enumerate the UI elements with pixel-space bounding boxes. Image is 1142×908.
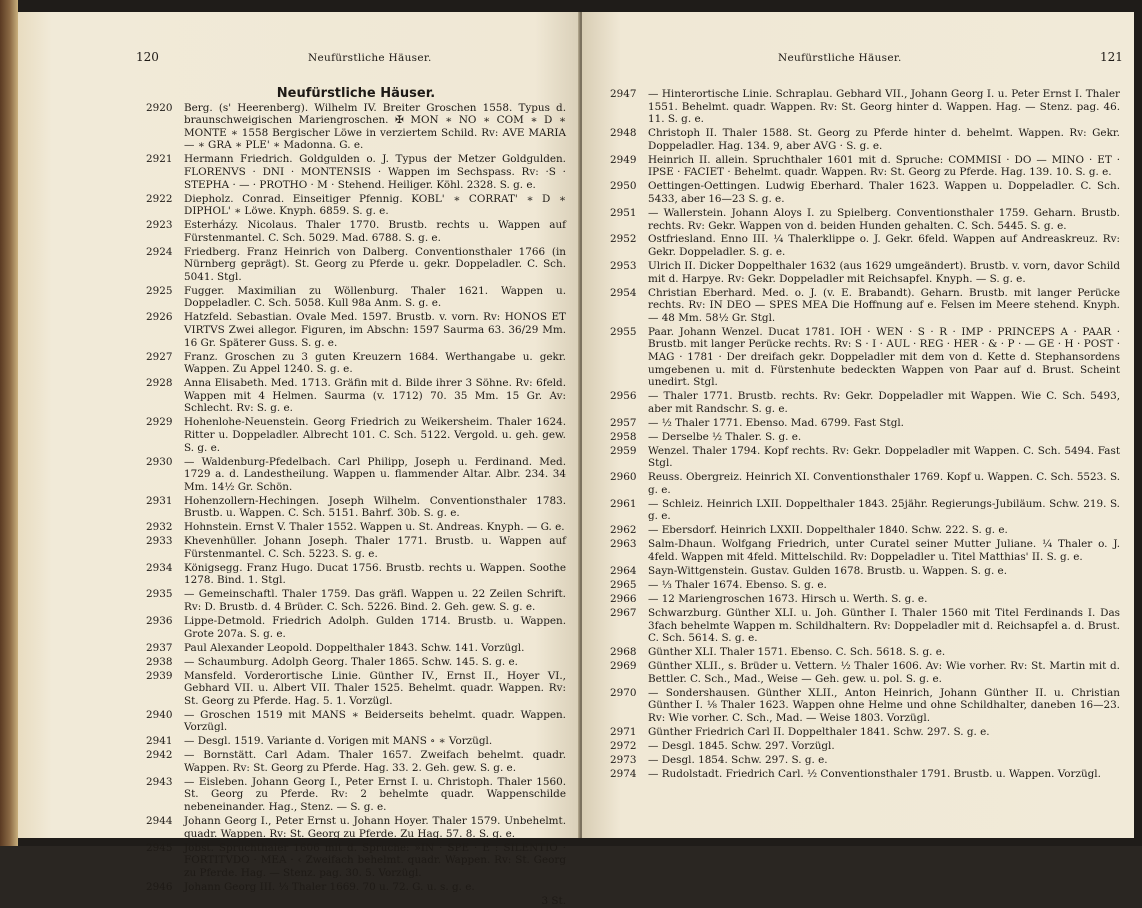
catalog-entry bbox=[610, 180, 1120, 205]
catalog-entry bbox=[610, 431, 1120, 444]
lot-description: Günther XLII., s. Brüder u. Vettern. ½ Thaler 1606. Av: Wie vorher. Rv: St. Martin mit d. Bettler. C. Sch., Mad., Weise — Geh. gew. u. pol. S. g. e. bbox=[648, 660, 1120, 685]
lot-number: 2927 bbox=[146, 350, 173, 363]
catalog-entry bbox=[146, 285, 566, 310]
lot-description: Salm-Dhaun. Wolfgang Friedrich, unter Curatel seiner Mutter Juliane. ¼ Thaler o. J. 4feld. Wappen mit 4feld. Mittelschild. Rv: Doppeladler u. Titel Matthias' II. S. g. e. bbox=[648, 538, 1120, 564]
catalog-entry bbox=[146, 562, 566, 587]
catalog-entry bbox=[610, 88, 1120, 126]
lot-description: — Eisleben. Johann Georg I., Peter Ernst I. u. Christoph. Thaler 1560. St. Georg zu Pferde. Rv: 2 behelmte quadr. Wappenschilde nebeneinander. Hag., Stenz. — S. g. e. bbox=[184, 775, 566, 814]
lot-description: Sayn-Wittgenstein. Gustav. Gulden 1678. Brustb. u. Wappen. S. g. e. bbox=[648, 565, 1007, 578]
lot-description: — ⅓ Thaler 1674. Ebenso. S. g. e. bbox=[648, 579, 827, 591]
lot-number: 2944 bbox=[146, 815, 173, 828]
lot-number: 2935 bbox=[146, 588, 173, 601]
lot-number: 2960 bbox=[610, 471, 637, 484]
catalog-entry bbox=[610, 207, 1120, 232]
lot-description: Hermann Friedrich. Goldgulden o. J. Typus der Metzer Goldgulden. FLORENVS · DNI · MONTENSIS · Wappen im Sechspass. Rv: ·S · STEPHA · — · PROTHO · M · Stehend. Heiliger. Köhl. 2328. S. g. e. bbox=[184, 153, 566, 191]
lot-description: Oettingen-Oettingen. Ludwig Eberhard. Thaler 1623. Wappen u. Doppeladler. C. Sch. 5433, aber 16—23 S. g. e. bbox=[648, 180, 1120, 205]
lot-number: 2970 bbox=[610, 686, 637, 699]
lot-description: Anna Elisabeth. Med. 1713. Gräfin mit d. Bilde ihrer 3 Söhne. Rv: 6feld. Wappen mit 4 Helmen. Saurma (v. 1712) 70. 35 Mm. 15 Gr. Av: Schlecht. Rv: S. g. e. bbox=[184, 377, 566, 415]
lot-number: 2959 bbox=[610, 444, 637, 457]
lot-description: Christian Eberhard. Med. o. J. (v. E. Brabandt). Geharn. Brustb. mit langer Perücke rechts. Rv: IN DEO — SPES MEA Die Hoffnung auf e. Felsen im Meere stehend. Knyph. — 48 Mm. 58½ Gr. Stgl. bbox=[648, 286, 1120, 324]
catalog-entry bbox=[610, 524, 1120, 537]
lot-number: 2931 bbox=[146, 494, 173, 507]
lot-number: 2964 bbox=[610, 565, 637, 578]
catalog-entry bbox=[610, 726, 1120, 739]
lot-number: 2963 bbox=[610, 538, 637, 551]
catalog-entry bbox=[610, 498, 1120, 523]
lot-description: Mansfeld. Vorderortische Linie. Günther IV., Ernst II., Hoyer VI., Gebhard VII. u. Albert VII. Thaler 1525. Behelmt. quadr. Wappen. Rv: St. Georg zu Pferde. Hag. 5. 1. Vorzügl. bbox=[184, 669, 566, 707]
lot-number: 2942 bbox=[146, 749, 173, 762]
catalog-entry bbox=[146, 615, 566, 640]
lot-number: 2938 bbox=[146, 655, 173, 668]
page-number: 121 bbox=[1100, 50, 1123, 64]
lot-number: 2922 bbox=[146, 192, 173, 205]
page-number: 120 bbox=[136, 50, 159, 64]
lot-description: Schwarzburg. Günther XLI. u. Joh. Günther I. Thaler 1560 mit Titel Ferdinands I. Das 3fach behelmte Wappen m. Schildhaltern. Rv: Doppeladler mit d. Reichsapfel a. d. Brust. C. Sch. 5614. S. g. e. bbox=[648, 606, 1120, 645]
catalog-entry bbox=[146, 535, 566, 560]
lot-description: — Sondershausen. Günther XLII., Anton Heinrich, Johann Günther II. u. Christian Günther I. ⅛ Thaler 1623. Wappen ohne Helme und ohne Schildhalter, daneben 16—23. Rv: Wie vorher. C. Sch., Mad. — Weise 1803. Vorzügl. bbox=[648, 686, 1120, 724]
lot-description: — ½ Thaler 1771. Ebenso. Mad. 6799. Fast Stgl. bbox=[648, 416, 904, 429]
lot-number: 2936 bbox=[146, 615, 173, 627]
catalog-entry bbox=[610, 287, 1120, 325]
lot-number: 2947 bbox=[610, 88, 637, 100]
lot-description: Hohenlohe-Neuenstein. Georg Friedrich zu Weikersheim. Thaler 1624. Ritter u. Doppeladler. Albrecht 101. C. Sch. 5122. Vergold. u. geh. gew. S. g. e. bbox=[184, 416, 566, 454]
lot-description: — 12 Mariengroschen 1673. Hirsch u. Werth. S. g. e. bbox=[648, 592, 928, 605]
catalog-entry bbox=[610, 326, 1120, 389]
lot-description: Esterházy. Nicolaus. Thaler 1770. Brustb. rechts u. Wappen auf Fürstenmantel. C. Sch. 5029. Mad. 6788. S. g. e. bbox=[184, 219, 566, 244]
lot-description: Lippe-Detmold. Friedrich Adolph. Gulden 1714. Brustb. u. Wappen. Grote 207a. S. g. e. bbox=[184, 615, 566, 640]
book-edge bbox=[0, 0, 18, 846]
entry-list bbox=[610, 88, 1120, 782]
catalog-entry bbox=[146, 495, 566, 520]
lot-number: 2951 bbox=[610, 206, 637, 219]
catalog-entry bbox=[610, 687, 1120, 725]
catalog-entry bbox=[610, 538, 1120, 563]
lot-description: Christoph II. Thaler 1588. St. Georg zu Pferde hinter d. behelmt. Wappen. Rv: Gekr. Doppeladler. Hag. 134. 9, aber AVG · S. g. e. bbox=[648, 127, 1120, 152]
left-page bbox=[18, 12, 580, 908]
lot-number: 2954 bbox=[610, 286, 637, 299]
catalog-entry bbox=[610, 233, 1120, 258]
lot-description: Günther Friedrich Carl II. Doppelthaler 1841. Schw. 297. S. g. e. bbox=[648, 725, 990, 738]
lot-description: — Schaumburg. Adolph Georg. Thaler 1865. Schw. 145. S. g. e. bbox=[184, 655, 518, 668]
lot-description: Reuss. Obergreiz. Heinrich XI. Conventionsthaler 1769. Kopf u. Wappen. C. Sch. 5523. S. g. e. bbox=[648, 471, 1120, 496]
lot-description: Hatzfeld. Sebastian. Ovale Med. 1597. Brustb. v. vorn. Rv: HONOS ET VIRTVS Zwei allegor. Figuren, im Abschn: 1597 Saurma 63. 36/29 Mm. 16 Gr. Späterer Guss. S. g. e. bbox=[184, 311, 566, 349]
running-head: Neufürstliche Häuser. bbox=[308, 52, 432, 64]
lot-number: 2923 bbox=[146, 219, 173, 232]
lot-description: — Wallerstein. Johann Aloys I. zu Spielberg. Conventionsthaler 1759. Geharn. Brustb. rechts. Rv: Gekr. Wappen von d. beiden Hunden gehalten. C. Sch. 5445. S. g. e. bbox=[648, 206, 1120, 232]
catalog-entry bbox=[146, 881, 566, 894]
catalog-entry bbox=[146, 153, 566, 191]
lot-description: Friedberg. Franz Heinrich von Dalberg. Conventionsthaler 1766 (in Nürnberg geprägt). St. Georg zu Pferde u. gekr. Doppeladler. C. Sch. 5041. Stgl. bbox=[184, 245, 566, 283]
catalog-entry bbox=[610, 593, 1120, 606]
lot-number: 2952 bbox=[610, 233, 637, 246]
running-head: Neufürstliche Häuser. bbox=[778, 52, 902, 64]
lot-number: 2967 bbox=[610, 606, 637, 619]
catalog-entry bbox=[146, 351, 566, 376]
lot-number: 2920 bbox=[146, 101, 173, 114]
lot-description: — Desgl. 1854. Schw. 297. S. g. e. bbox=[648, 753, 828, 766]
catalog-entry bbox=[146, 102, 566, 152]
lot-number: 2928 bbox=[146, 377, 173, 390]
lot-description: — Bornstätt. Carl Adam. Thaler 1657. Zweifach behelmt. quadr. Wappen. Rv: St. Georg zu Pferde. Hag. 33. 2. Geh. gew. S. g. e. bbox=[184, 749, 566, 774]
catalog-entry bbox=[146, 776, 566, 814]
catalog-entry bbox=[610, 768, 1120, 781]
lot-number: 2971 bbox=[610, 725, 637, 738]
lot-number: 2924 bbox=[146, 245, 173, 258]
lot-number: 2965 bbox=[610, 579, 637, 591]
catalog-entry bbox=[610, 579, 1120, 592]
lot-number: 2957 bbox=[610, 416, 637, 429]
lot-description: Johann Georg III. ⅓ Thaler 1669. 70 u. 72. G. u. s. g. e. bbox=[184, 880, 475, 893]
lot-description: Diepholz. Conrad. Einseitiger Pfennig. KOBL' ∗ CORRAT' ∗ D ∗ DIPHOL' ∗ Löwe. Knyph. 6859. S. g. e. bbox=[184, 192, 566, 218]
lot-number: 2956 bbox=[610, 390, 637, 403]
lot-number: 2969 bbox=[610, 660, 637, 673]
catalog-entry bbox=[146, 670, 566, 708]
catalog-entry bbox=[146, 521, 566, 534]
lot-description: — Thaler 1771. Brustb. rechts. Rv: Gekr. Doppeladler mit Wappen. Wie C. Sch. 5493, aber mit Randschr. S. g. e. bbox=[648, 390, 1120, 415]
lot-description: — Groschen 1519 mit MANS ∗ Beiderseits behelmt. quadr. Wappen. Vorzügl. bbox=[184, 708, 566, 734]
lot-description: Hohnstein. Ernst V. Thaler 1552. Wappen u. St. Andreas. Knyph. — G. e. bbox=[184, 521, 565, 534]
section-title: Neufürstliche Häuser. bbox=[276, 86, 436, 101]
lot-description: Johann Georg I., Peter Ernst u. Johann Hoyer. Thaler 1579. Unbehelmt. quadr. Wappen. Rv: St. Georg zu Pferde. Zu Hag. 57. 8. S. g. e. bbox=[184, 815, 566, 840]
catalog-entry bbox=[146, 842, 566, 880]
lot-number: 2941 bbox=[146, 735, 173, 748]
catalog-entry bbox=[146, 709, 566, 734]
lot-number: 2966 bbox=[610, 592, 637, 605]
lot-number: 2929 bbox=[146, 416, 173, 429]
lot-description: — Desgl. 1519. Variante d. Vorigen mit MANS ∘ ∗ Vorzügl. bbox=[184, 735, 493, 748]
catalog-entry bbox=[146, 642, 566, 655]
lot-description: Jobst. Spruchthaler 1606 mit d. Spruche: »IN · SPE · E : SILENTIO · FORTITVDO · MEA · ‹ Zweifach behelmt. quadr. Wappen. Rv: St. Georg zu Pferde. Hag. — Stenz. pag. 30. 5. Vorzügl. bbox=[184, 841, 566, 879]
lot-description: Heinrich II. allein. Spruchthaler 1601 mit d. Spruche: COMMISI · DO — MINO · ET · IPSE · FACIET · Behelmt. quadr. Wappen. Rv: St. Georg zu Pferde. Hag. 139. 10. S. g. e. bbox=[648, 153, 1120, 179]
lot-number: 2973 bbox=[610, 753, 637, 766]
lot-number: 2962 bbox=[610, 524, 637, 537]
catalog-entry bbox=[610, 260, 1120, 285]
catalog-entry bbox=[146, 588, 566, 613]
lot-description: — Waldenburg-Pfedelbach. Carl Philipp, Joseph u. Ferdinand. Med. 1729 a. d. Landestheilung. Wappen u. flammender Altar. Albr. 234. 34 Mm. 14½ Gr. Schön. bbox=[184, 455, 566, 493]
lot-description: Franz. Groschen zu 3 guten Kreuzern 1684. Werthangabe u. gekr. Wappen. Zu Appel 1240. S. g. e. bbox=[184, 350, 566, 376]
lot-description: Ulrich II. Dicker Doppelthaler 1632 (aus 1629 umgeändert). Brustb. v. vorn, davor Schild mit d. Harpye. Rv: Gekr. Doppeladler mit Reichsapfel. Knyph. — S. g. e. bbox=[648, 260, 1120, 285]
lot-number: 2948 bbox=[610, 127, 637, 140]
catalog-entry bbox=[610, 445, 1120, 470]
lot-number: 2945 bbox=[146, 841, 173, 854]
right-page bbox=[582, 12, 1134, 838]
lot-number: 2950 bbox=[610, 180, 637, 193]
catalog-entry bbox=[610, 740, 1120, 753]
lot-number: 2939 bbox=[146, 669, 173, 682]
lot-number: 2930 bbox=[146, 455, 173, 468]
lot-number: 2933 bbox=[146, 535, 173, 548]
catalog-entry bbox=[146, 815, 566, 840]
catalog-entry bbox=[610, 754, 1120, 767]
catalog-entry bbox=[146, 416, 566, 454]
catalog-entry bbox=[610, 660, 1120, 685]
lot-number: 2932 bbox=[146, 521, 173, 534]
lot-number: 2955 bbox=[610, 325, 637, 338]
catalog-entry bbox=[610, 390, 1120, 415]
lot-description: — Ebersdorf. Heinrich LXXII. Doppelthaler 1840. Schw. 222. S. g. e. bbox=[648, 524, 1008, 537]
lot-number: 2949 bbox=[610, 153, 637, 166]
lot-description: Ostfriesland. Enno III. ¼ Thalerklippe o. J. Gekr. 6feld. Wappen auf Andreaskreuz. Rv: Gekr. Doppeladler. S. g. e. bbox=[648, 233, 1120, 259]
lot-description: — Gemeinschaftl. Thaler 1759. Das gräfl. Wappen u. 22 Zeilen Schrift. Rv: D. Brustb. d. 4 Brüder. C. Sch. 5226. Bind. 2. Geh. gew. S. g. e. bbox=[184, 588, 566, 614]
lot-description: Paar. Johann Wenzel. Ducat 1781. IOH · WEN · S · R · IMP · PRINCEPS A · PAAR · Brustb. mit langer Perücke rechts. Rv: S · I · AUL · REG · HER · & · P · — GE · H · POST · MAG · 1781 · Der dreifach gekr. Doppeladler mit dem von d. Kette d. Stephansordens umgebenen u. mit d. Fürstenhute bedeckten Wappen von Paar auf d. Brust. Scheint unedirt. Stgl. bbox=[648, 325, 1120, 389]
lot-description: Günther XLI. Thaler 1571. Ebenso. C. Sch. 5618. S. g. e. bbox=[648, 646, 946, 659]
catchword: 3 St. bbox=[541, 895, 566, 908]
lot-number: 2925 bbox=[146, 284, 173, 297]
catalog-entry bbox=[610, 565, 1120, 578]
lot-description: Khevenhüller. Johann Joseph. Thaler 1771. Brustb. u. Wappen auf Fürstenmantel. C. Sch. 5223. S. g. e. bbox=[184, 535, 566, 560]
catalog-entry bbox=[146, 735, 566, 748]
lot-description: Berg. (s' Heerenberg). Wilhelm IV. Breiter Groschen 1558. Typus d. braunschweigischen Mariengroschen. ✠ MON ∗ NO ∗ COM ∗ D ∗ MONTE ∗ 1558 Bergischer Löwe in verziertem Schild. Rv: AVE MARIA — ∗ GRA ∗ PLE' ∗ Madonna. G. e. bbox=[184, 101, 566, 152]
catalog-entry bbox=[146, 377, 566, 415]
lot-number: 2968 bbox=[610, 646, 637, 659]
lot-description: Paul Alexander Leopold. Doppelthaler 1843. Schw. 141. Vorzügl. bbox=[184, 641, 525, 654]
entry-list bbox=[146, 88, 566, 908]
catalog-entry bbox=[146, 311, 566, 349]
catalog-entry bbox=[610, 154, 1120, 179]
lot-number: 2958 bbox=[610, 430, 637, 443]
lot-number: 2934 bbox=[146, 561, 173, 574]
lot-description: — Desgl. 1845. Schw. 297. Vorzügl. bbox=[648, 739, 835, 752]
lot-number: 2937 bbox=[146, 641, 173, 654]
lot-description: — Schleiz. Heinrich LXII. Doppelthaler 1843. 25jähr. Regierungs-Jubiläum. Schw. 219. S. g. e. bbox=[648, 497, 1120, 523]
catalog-entry bbox=[146, 193, 566, 218]
lot-description: Wenzel. Thaler 1794. Kopf rechts. Rv: Gekr. Doppeladler mit Wappen. C. Sch. 5494. Fast Stgl. bbox=[648, 444, 1120, 470]
lot-description: — Rudolstadt. Friedrich Carl. ½ Conventionsthaler 1791. Brustb. u. Wappen. Vorzügl. bbox=[648, 767, 1101, 780]
catalog-entry bbox=[610, 127, 1120, 152]
lot-description: Fugger. Maximilian zu Wöllenburg. Thaler 1621. Wappen u. Doppeladler. C. Sch. 5058. Kull 98a Anm. S. g. e. bbox=[184, 284, 566, 310]
lot-number: 2921 bbox=[146, 153, 173, 166]
catalog-entry bbox=[146, 456, 566, 494]
catalog-entry bbox=[146, 749, 566, 774]
lot-number: 2943 bbox=[146, 775, 173, 788]
catalog-entry bbox=[146, 219, 566, 244]
catalog-entry bbox=[146, 246, 566, 284]
lot-number: 2926 bbox=[146, 311, 173, 324]
lot-number: 2940 bbox=[146, 708, 173, 721]
lot-number: 2953 bbox=[610, 260, 637, 273]
catalog-entry bbox=[610, 417, 1120, 430]
lot-description: Hohenzollern-Hechingen. Joseph Wilhelm. Conventionsthaler 1783. Brustb. u. Wappen. C. Sch. 5151. Bahrf. 30b. S. g. e. bbox=[184, 494, 566, 520]
lot-number: 2974 bbox=[610, 767, 637, 780]
lot-description: Königsegg. Franz Hugo. Ducat 1756. Brustb. rechts u. Wappen. Soothe 1278. Bind. 1. Stgl. bbox=[184, 561, 566, 587]
catalog-entry bbox=[610, 607, 1120, 645]
catalog-entry bbox=[146, 656, 566, 669]
lot-description: — Derselbe ½ Thaler. S. g. e. bbox=[648, 430, 802, 443]
lot-number: 2946 bbox=[146, 880, 173, 893]
catalog-entry bbox=[610, 646, 1120, 659]
lot-number: 2972 bbox=[610, 739, 637, 752]
catalog-entry bbox=[610, 471, 1120, 496]
lot-number: 2961 bbox=[610, 497, 637, 510]
lot-description: — Hinterortische Linie. Schraplau. Gebhard VII., Johann Georg I. u. Peter Ernst I. Thaler 1551. Behelmt. quadr. Wappen. Rv: St. Georg hinter d. Wappen. Hag. — Stenz. pag. 46. 11. S. g. e. bbox=[648, 88, 1120, 126]
